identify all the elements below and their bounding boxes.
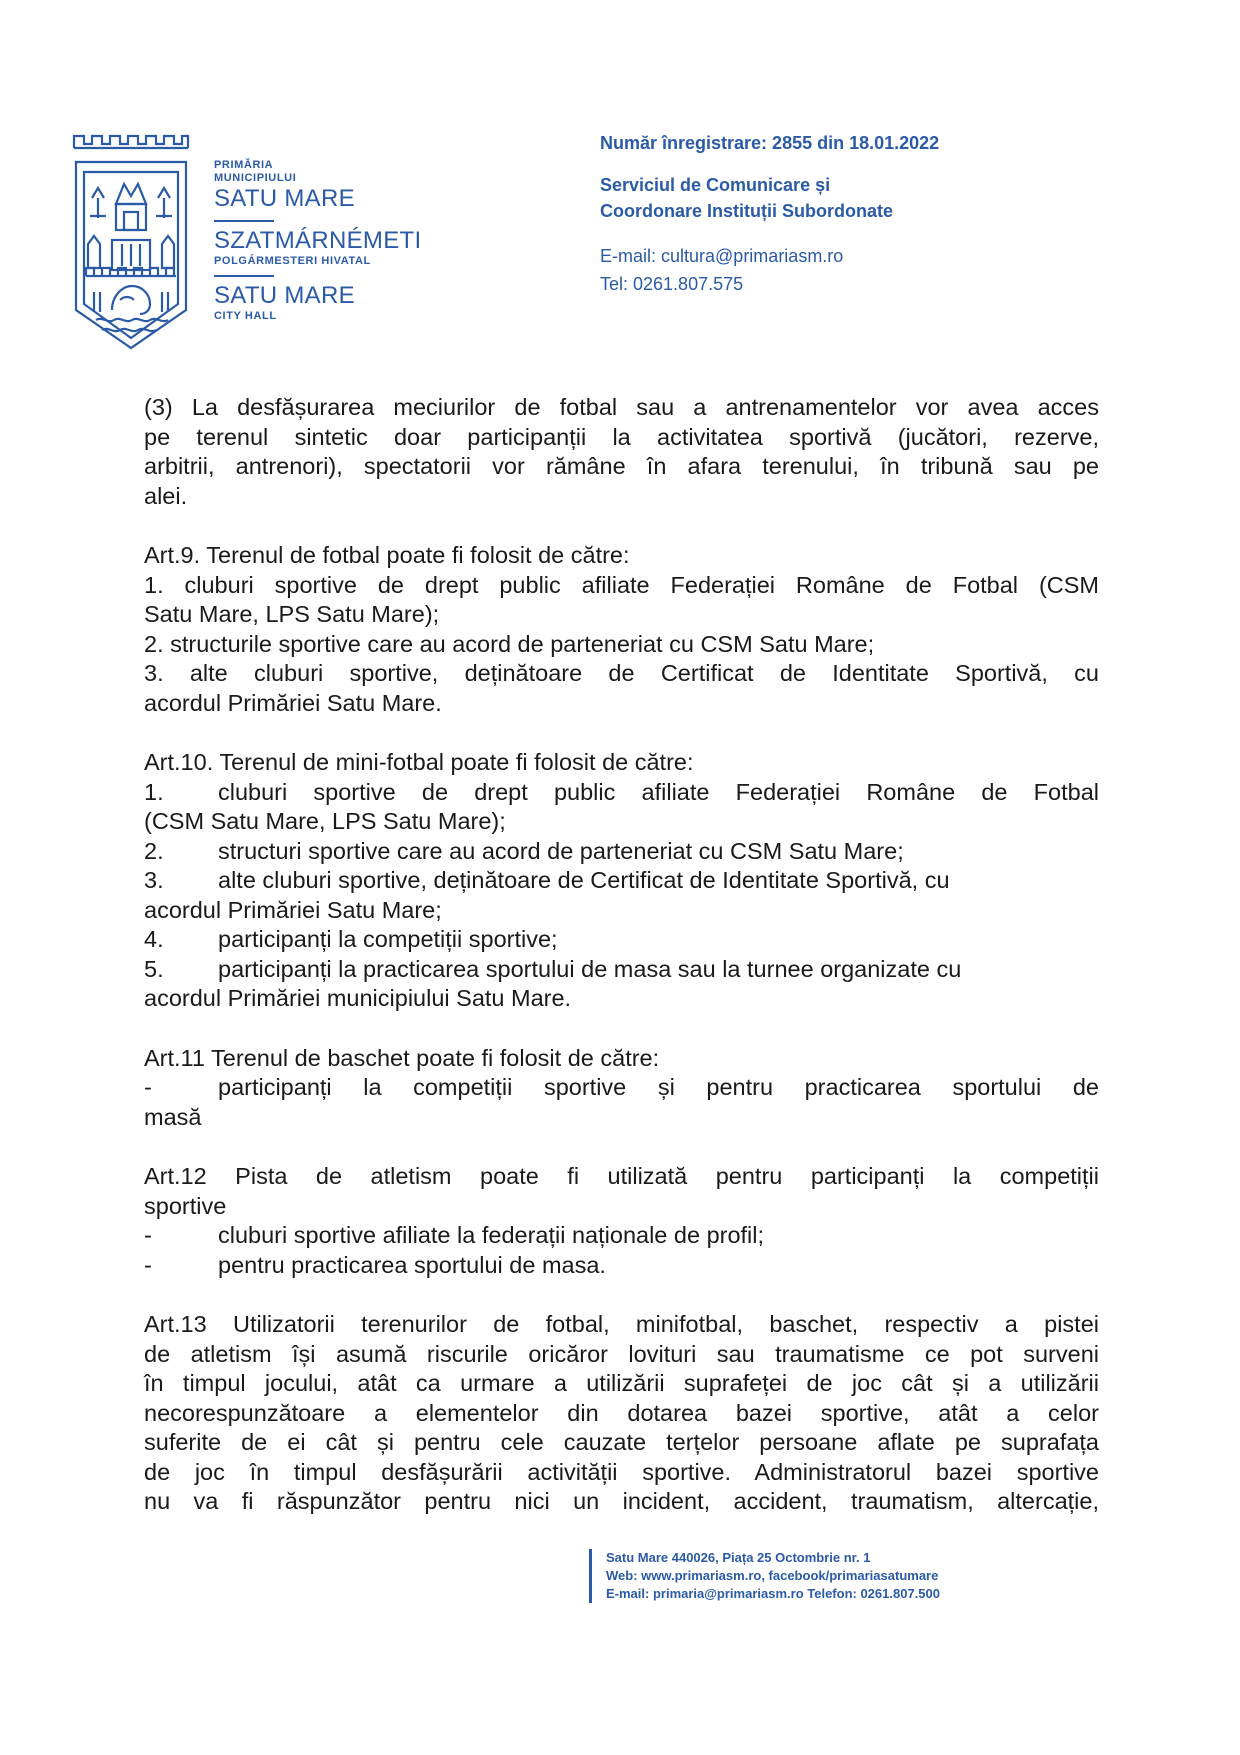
text-line: Art.13 Utilizatorii terenurilor de fotbal, minifotbal, baschet, respectiv a pistei — [144, 1311, 1099, 1337]
brand-line1: PRIMĂRIA — [214, 159, 274, 171]
list-dash: - — [144, 1074, 152, 1100]
text-line: alei. — [144, 482, 188, 509]
list-number: 3. — [144, 867, 164, 893]
city-crest-icon — [72, 132, 190, 352]
service-email: E-mail: cultura@primariasm.ro — [600, 246, 844, 266]
text-line: 3. alte cluburi sportive, deținătoare de Certificat de Identitate Sportivă, cu — [144, 660, 1099, 686]
text-line: nu va fi răspunzător pentru nici un incident, accident, traumatism, altercație, — [144, 1488, 1099, 1514]
article-13 — [144, 1310, 1099, 1517]
text-line: necorespunzătoare a elementelor din dotarea bazei sportive, atât a celor — [144, 1399, 1099, 1426]
text-line: acordul Primăriei municipiului Satu Mare. — [144, 985, 572, 1011]
list-text: structuri sportive care au acord de parteneriat cu CSM Satu Mare; — [218, 837, 904, 864]
brand-divider — [214, 275, 274, 277]
list-dash: - — [144, 1222, 152, 1248]
list-text: participanți la practicarea sportului de masa sau la turnee organizate cu — [218, 955, 962, 982]
service-name-line2: Coordonare Instituții Subordonate — [600, 201, 893, 221]
brand-city-hu: SZATMÁRNÉMETI — [214, 227, 422, 254]
text-line: masă — [144, 1103, 202, 1130]
text-line: în timpul jocului, atât ca urmare a utilizării suprafeței de joc cât și a utilizării — [144, 1370, 1099, 1396]
list-text: participanți la competiții sportive; — [218, 926, 558, 952]
list-item — [144, 1073, 1099, 1103]
article-10 — [144, 748, 1099, 1014]
list-number: 4. — [144, 926, 164, 952]
text-line: de atletism își asumă riscurile oricăror lovituri sau traumatisme ce pot surveni — [144, 1340, 1099, 1367]
list-text: alte cluburi sportive, deținătoare de Certificat de Identitate Sportivă, cu — [218, 867, 950, 893]
footer-web: Web: www.primariasm.ro, facebook/primariasatumare — [606, 1568, 939, 1583]
text-line: suferite de ei cât și pentru cele cauzate terțelor persoane aflate pe suprafața — [144, 1429, 1099, 1455]
list-text: participanți la competiții sportive și pentru practicarea sportului de — [218, 1074, 1099, 1100]
text-line: pe terenul sintetic doar participanții la activitatea sportivă (jucători, rezerve, — [144, 423, 1099, 450]
footer-contact — [589, 1549, 1026, 1603]
text-line: de joc în timpul desfășurării activității sportive. Administratorul bazei sportive — [144, 1458, 1099, 1485]
article-12 — [144, 1162, 1099, 1280]
brand-line2: MUNICIPIULUI — [214, 172, 297, 184]
brand-city-ro: SATU MARE — [214, 185, 355, 212]
brand-city-en: SATU MARE — [214, 282, 355, 309]
list-text: pentru practicarea sportului de masa. — [218, 1251, 606, 1278]
registration-number: Număr înregistrare: 2855 din 18.01.2022 — [600, 133, 940, 153]
list-dash: - — [144, 1251, 152, 1278]
brand-block — [214, 159, 434, 323]
list-item — [144, 925, 1099, 955]
list-number: 2. — [144, 837, 164, 864]
service-phone: Tel: 0261.807.575 — [600, 274, 744, 294]
footer-email-phone: E-mail: primaria@primariasm.ro Telefon: 0261.807.500 — [606, 1586, 940, 1601]
list-item — [144, 778, 1099, 808]
list-number: 5. — [144, 955, 164, 982]
article-title: Art.11 Terenul de baschet poate fi folosit de către: — [144, 1044, 660, 1071]
service-name-line1: Serviciul de Comunicare și — [600, 175, 831, 195]
list-number: 1. — [144, 778, 164, 805]
brand-en-office: CITY HALL — [214, 310, 277, 322]
list-item — [144, 955, 1099, 985]
text-line: sportive — [144, 1192, 227, 1219]
document-body — [144, 393, 1099, 1547]
list-text: cluburi sportive afiliate la federații naționale de profil; — [218, 1222, 765, 1248]
text-line: acordul Primăriei Satu Mare; — [144, 896, 442, 923]
article-title: Art.9. Terenul de fotbal poate fi folosit de către: — [144, 542, 630, 568]
article-11 — [144, 1044, 1099, 1133]
text-line: (3) La desfășurarea meciurilor de fotbal sau a antrenamentelor vor avea acces — [144, 394, 1099, 420]
list-item — [144, 837, 1099, 867]
text-line: acordul Primăriei Satu Mare. — [144, 689, 442, 716]
article-9 — [144, 541, 1099, 718]
list-item — [144, 866, 1099, 896]
text-line: Satu Mare, LPS Satu Mare); — [144, 601, 440, 627]
text-line: arbitrii, antrenori), spectatorii vor rămâne în afara terenului, în tribună sau pe — [144, 453, 1099, 479]
paragraph-3 — [144, 393, 1099, 511]
text-line: 1. cluburi sportive de drept public afiliate Federației Române de Fotbal (CSM — [144, 571, 1099, 598]
text-line: (CSM Satu Mare, LPS Satu Mare); — [144, 808, 506, 834]
footer-address: Satu Mare 440026, Piața 25 Octombrie nr. 1 — [606, 1550, 871, 1565]
brand-divider — [214, 220, 274, 222]
list-text: cluburi sportive de drept public afiliate Federației Române de Fotbal — [218, 778, 1099, 805]
contact-block — [600, 132, 1040, 296]
list-item — [144, 1221, 1099, 1251]
text-line: 2. structurile sportive care au acord de parteneriat cu CSM Satu Mare; — [144, 630, 875, 657]
article-title: Art.10. Terenul de mini-fotbal poate fi folosit de către: — [144, 749, 694, 775]
brand-hu-office: POLGÁRMESTERI HIVATAL — [214, 255, 371, 267]
list-item — [144, 1251, 1099, 1281]
article-title: Art.12 Pista de atletism poate fi utilizată pentru participanți la competiții — [144, 1163, 1099, 1189]
